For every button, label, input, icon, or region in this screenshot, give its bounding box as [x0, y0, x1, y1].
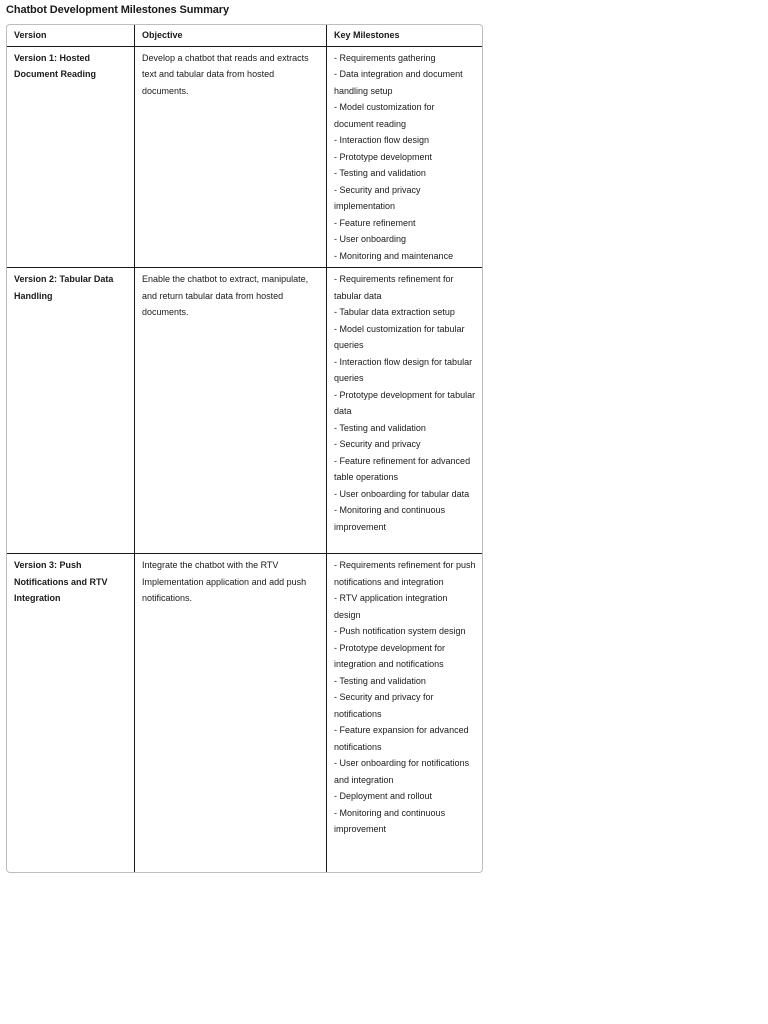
milestone-item: - User onboarding	[334, 234, 407, 244]
table-row	[7, 47, 482, 269]
version-cell: Version 1: Hosted Document Reading	[7, 47, 135, 269]
milestone-item: - Prototype development for tabular data	[334, 389, 476, 416]
milestone-item: - Security and privacy implementation	[334, 184, 421, 211]
milestone-item: - Requirements gathering	[334, 52, 436, 63]
header-objective: Objective	[135, 25, 327, 47]
objective-cell: Enable the chatbot to extract, manipulate, and return tabular data from hosted documents.	[135, 268, 327, 554]
milestone-item: - Data integration and document handling setup	[334, 69, 463, 96]
milestone-item: - RTV application integration design	[334, 593, 448, 620]
milestone-item: - Feature refinement	[334, 217, 416, 228]
milestone-item: - Tabular data extraction setup	[334, 307, 455, 317]
milestone-item: - Monitoring and continuous improvement	[334, 807, 446, 834]
milestone-item: - Interaction flow design	[334, 135, 430, 145]
milestones-cell	[327, 268, 482, 554]
milestones-cell	[327, 554, 482, 872]
milestone-item: - User onboarding for notifications and integration	[334, 758, 470, 785]
milestone-item: - Testing and validation	[334, 168, 426, 178]
milestones-table	[6, 24, 483, 873]
milestone-item: - Requirements refinement for tabular data	[334, 274, 454, 301]
version-cell: Version 2: Tabular Data Handling	[7, 268, 135, 554]
objective-cell: Develop a chatbot that reads and extracts text and tabular data from hosted documents.	[135, 47, 327, 269]
milestone-item: - Monitoring and continuous improvement	[334, 505, 446, 532]
milestone-item: - Testing and validation	[334, 675, 426, 686]
table-row	[7, 554, 482, 872]
milestone-item: - Push notification system design	[334, 626, 466, 636]
milestone-item: - Security and privacy	[334, 439, 421, 449]
milestone-item: - Requirements refinement for push notifications and integration	[334, 560, 476, 587]
milestone-item: - Model customization for document reading	[334, 102, 435, 129]
table-row	[7, 268, 482, 554]
milestone-item: - Prototype development for integration and notifications	[334, 642, 446, 669]
table-header-row	[7, 25, 482, 47]
milestone-item: - Feature expansion for advanced notifications	[334, 725, 469, 752]
document-title: Chatbot Development Milestones Summary	[6, 4, 229, 16]
milestones-cell	[327, 47, 482, 269]
header-version: Version	[7, 25, 135, 47]
milestone-item: - Security and privacy for notifications	[334, 692, 434, 719]
header-key-milestones: Key Milestones	[327, 25, 482, 47]
milestone-item: - Deployment and rollout	[334, 791, 433, 801]
milestone-item: - Testing and validation	[334, 422, 426, 433]
milestone-item: - Feature refinement for advanced table operations	[334, 455, 471, 482]
milestone-item: - Model customization for tabular queries	[334, 323, 465, 350]
milestone-item: - User onboarding for tabular data	[334, 488, 470, 499]
milestone-item: - Monitoring and maintenance	[334, 250, 454, 261]
version-cell: Version 3: Push Notifications and RTV Integration	[7, 554, 135, 872]
milestone-item: - Prototype development	[334, 151, 433, 162]
milestone-item: - Interaction flow design for tabular queries	[334, 356, 473, 383]
objective-cell: Integrate the chatbot with the RTV Implementation application and add push notifications.	[135, 554, 327, 872]
